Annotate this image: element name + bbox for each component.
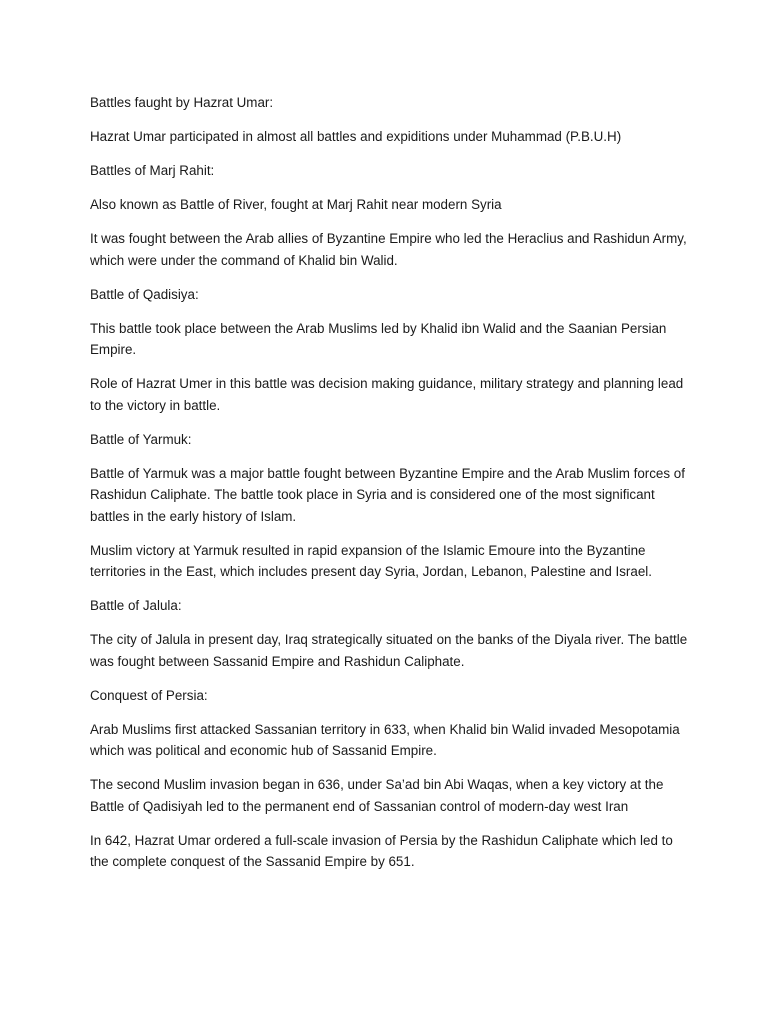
heading-marj-rahit: Battles of Marj Rahit: [90, 163, 215, 178]
heading-battles-faught: Battles faught by Hazrat Umar: [90, 95, 274, 110]
heading-jalula: Battle of Jalula: [90, 598, 182, 613]
paragraph-persia-second-invasion: The second Muslim invasion began in 636, under Sa’ad bin Abi Waqas, when a key victory at the Battle of Qadisiyah led to the permanent end of Sassanian control of modern-day west Iran [90, 777, 664, 814]
paragraph-qadisiya-role: Role of Hazrat Umer in this battle was decision making guidance, military strategy and planning lead to the victory in battle. [90, 376, 684, 413]
paragraph-marj-rahit-details: It was fought between the Arab allies of Byzantine Empire who led the Heraclius and Rashidun Army, which were under the command of Khalid bin Walid. [90, 231, 687, 268]
paragraph-qadisiya-details: This battle took place between the Arab Muslims led by Khalid ibn Walid and the Saanian Persian Empire. [90, 320, 667, 357]
paragraph-yarmuk-details: Battle of Yarmuk was a major battle fought between Byzantine Empire and the Arab Muslim forces of Rashidun Caliphate. The battle took place in Syria and is considered one of the most significant battles in the early history of Islam. [90, 465, 685, 524]
heading-qadisiya: Battle of Qadisiya: [90, 286, 199, 302]
paragraph-marj-rahit-aka: Also known as Battle of River, fought at Marj Rahit near modern Syria [90, 197, 502, 212]
paragraph-persia-first-attack: Arab Muslims first attacked Sassanian territory in 633, when Khalid bin Walid invaded Mesopotamia which was political and economic hub of Sassanid Empire. [90, 721, 680, 758]
paragraph-jalula-details: The city of Jalula in present day, Iraq strategically situated on the banks of the Diyala river. The battle was fought between Sassanid Empire and Rashidun Caliphate. [90, 632, 688, 669]
heading-conquest-persia: Conquest of Persia: [90, 687, 208, 703]
paragraph-persia-full-scale: In 642, Hazrat Umar ordered a full-scale invasion of Persia by the Rashidun Caliphate which led to the complete conquest of the Sassanid Empire by 651. [90, 832, 673, 869]
document-body [90, 92, 690, 885]
paragraph-participation: Hazrat Umar participated in almost all battles and expiditions under Muhammad (P.B.U.H) [90, 129, 622, 144]
paragraph-yarmuk-victory: Muslim victory at Yarmuk resulted in rapid expansion of the Islamic Emoure into the Byzantine territories in the East, which includes present day Syria, Jordan, Lebanon, Palestine and Israel. [90, 542, 652, 579]
heading-yarmuk: Battle of Yarmuk: [90, 431, 192, 447]
